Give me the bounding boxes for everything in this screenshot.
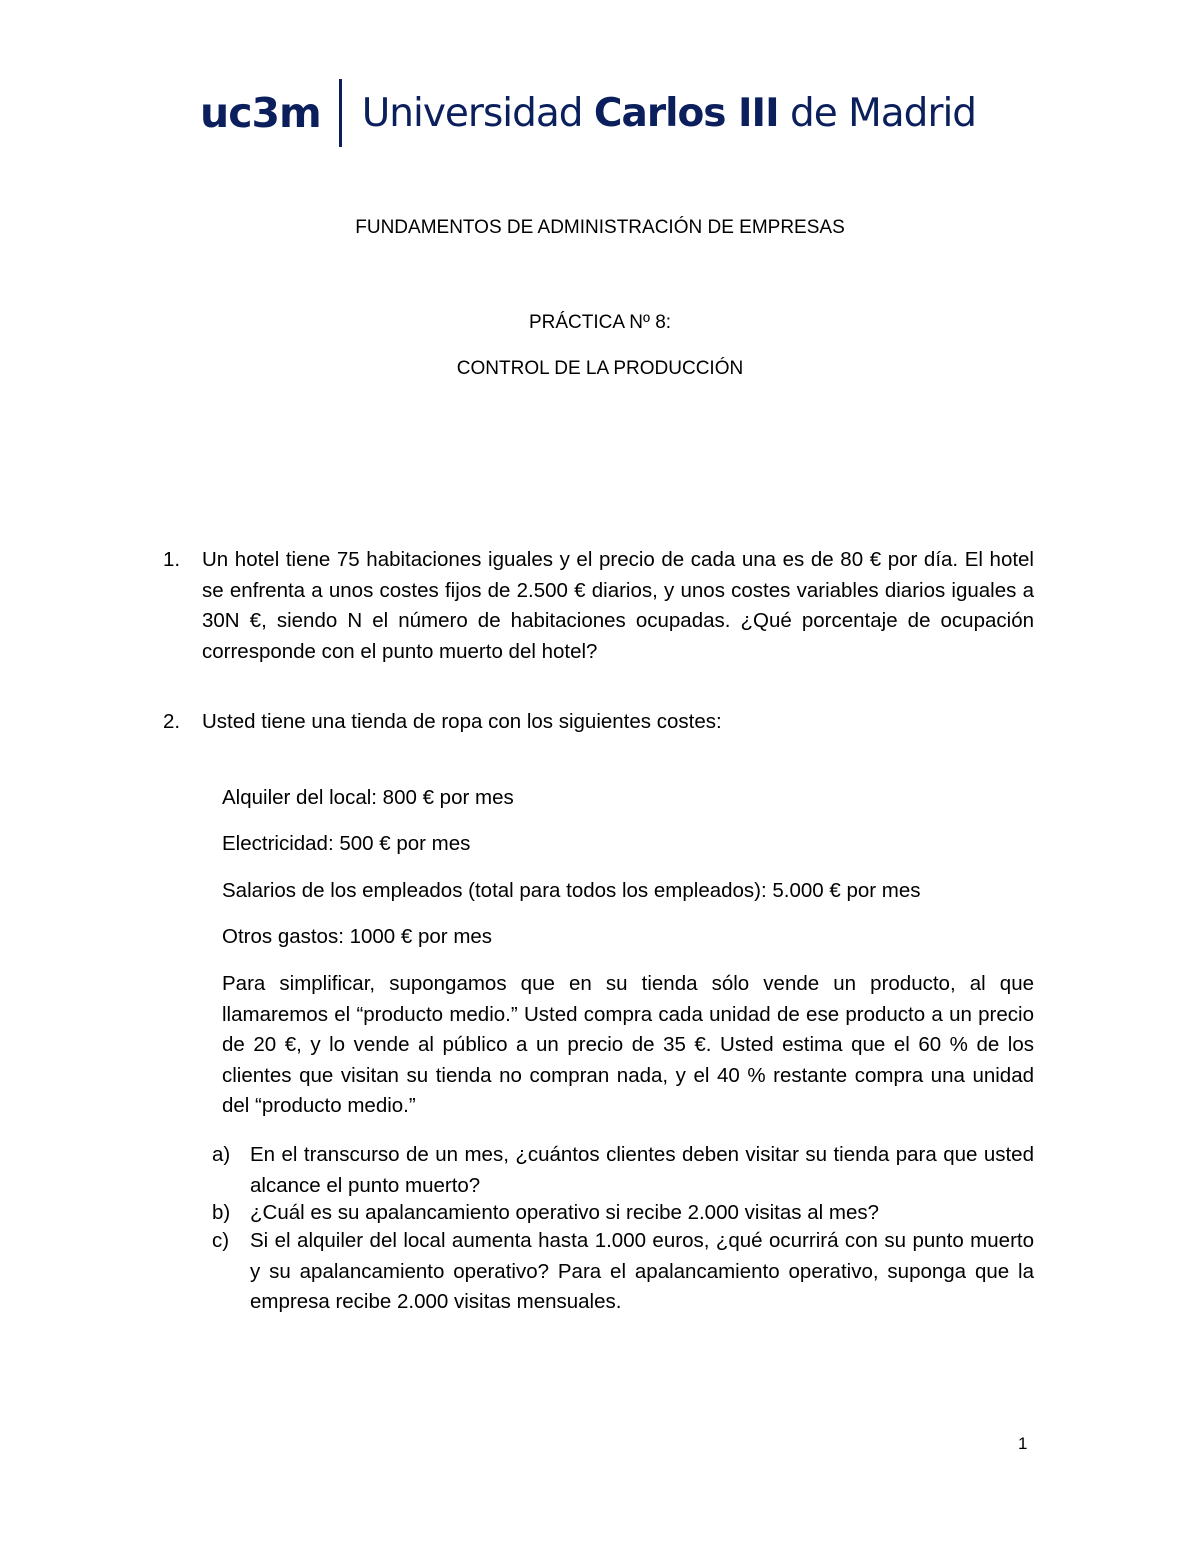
sub-question-b-text: ¿Cuál es su apalancamiento operativo si recibe 2.000 visitas al mes? (250, 1201, 879, 1224)
cost-item-rent: Alquiler del local: 800 € por mes (222, 786, 514, 809)
logo-name (362, 91, 976, 136)
topic-title: CONTROL DE LA PRODUCCIÓN (456, 358, 744, 379)
practice-title: PRÁCTICA Nº 8: (528, 312, 672, 333)
question-2-text: Usted tiene una tienda de ropa con los siguientes costes: (202, 710, 722, 733)
simplify-paragraph: Para simplificar, supongamos que en su tienda sólo vende un producto, al que llamaremos el “producto medio.” Usted compra cada unidad de ese producto a un precio de 20 €, y lo vende al público a un precio de 35 €. Usted estima que el 60 % de los clientes que visitan su tienda no compran nada, y el 40 % restante compra una unidad del “producto medio.” (222, 972, 1034, 1117)
logo-short: uc3m (200, 89, 321, 137)
cost-item-electricity: Electricidad: 500 € por mes (222, 832, 471, 855)
logo-name-post: de Madrid (778, 90, 977, 136)
logo-name-bold: Carlos III (593, 90, 779, 136)
sub-question-b-label: b) (212, 1201, 231, 1224)
sub-question-c-text: Si el alquiler del local aumenta hasta 1.000 euros, ¿qué ocurrirá con su punto muerto y su apalancamiento operativo? Para el apalancamiento operativo, suponga que la empresa recibe 2.000 visitas mensuales. (250, 1229, 1034, 1313)
sub-question-a-text: En el transcurso de un mes, ¿cuántos clientes deben visitar su tienda para que usted alcance el punto muerto? (250, 1143, 1034, 1197)
question-1-number: 1. (163, 548, 181, 571)
course-title: FUNDAMENTOS DE ADMINISTRACIÓN DE EMPRESAS (355, 217, 845, 238)
page-number: 1 (1018, 1434, 1028, 1453)
question-2-number: 2. (163, 710, 181, 733)
university-logo (200, 78, 976, 148)
logo-name-pre: Universidad (361, 90, 594, 136)
cost-item-other: Otros gastos: 1000 € por mes (222, 925, 493, 948)
logo-divider (339, 79, 342, 147)
sub-question-a-label: a) (212, 1143, 231, 1166)
question-1-text: Un hotel tiene 75 habitaciones iguales y el precio de cada una es de 80 € por día. El hotel se enfrenta a unos costes fijos de 2.500 € diarios, y unos costes variables diarios iguales a 30N €, siendo N el número de habitaciones ocupadas. ¿Qué porcentaje de ocupación corresponde con el punto muerto del hotel? (202, 548, 1034, 663)
cost-item-salaries: Salarios de los empleados (total para todos los empleados): 5.000 € por mes (222, 879, 921, 902)
sub-question-c-label: c) (212, 1229, 230, 1252)
